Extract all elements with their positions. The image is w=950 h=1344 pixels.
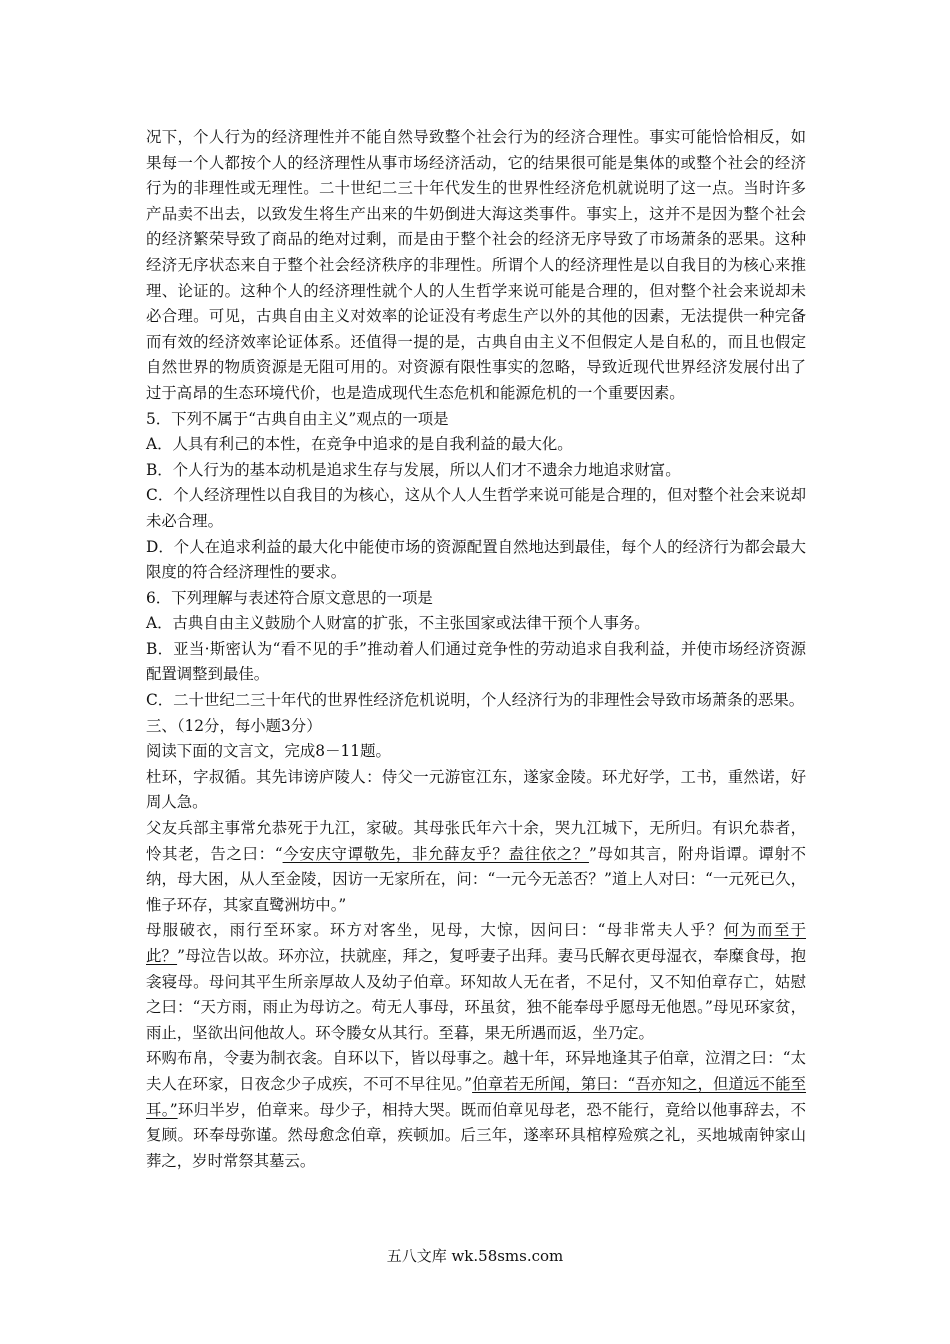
footer-watermark: 五八文库 wk.58sms.com: [386, 1247, 564, 1265]
argument-paragraph: 况下，个人行为的经济理性并不能自然导致整个社会行为的经济合理性。事实可能恰恰相反，如果每一个人都按个人的经济理性从事市场经济活动，它的结果很可能是集体的或整个社会的经济行为的非理性或无理性。二十世纪二三十年代发生的世界性经济危机就说明了这一点。当时许多产品卖不出去，以致发生将生产出来的牛奶倒进大海这类事件。事实上，这并不是因为整个社会的经济繁荣导致了商品的绝对过剩，而是由于整个社会的经济无序导致了市场萧条的恶果。这种经济无序状态来自于整个社会经济秩序的非理性。所谓个人的经济理性是以自我目的为核心来推理、论证的。这种个人的经济理性就个人的人生哲学来说可能是合理的，但对整个社会来说却未必合理。可见，古典自由主义对效率的论证没有考虑生产以外的其他的因素，无法提供一种完备而有效的经济效率论证体系。还值得一提的是，古典自由主义不但假定人是自私的，而且也假定自然世界的物质资源是无阻可用的。对资源有限性事实的忽略，导致近现代世界经济发展付出了过于高昂的生态环境代价，也是造成现代生态危机和能源危机的一个重要因素。: [146, 128, 806, 402]
underlined-sentence-1: 今安庆守谭敬先，非允薛友乎？盍往依之？: [282, 844, 589, 863]
document-body: [146, 125, 806, 1174]
classical-paragraph-1: 杜环，字叔循。其先讳谤庐陵人：侍父一元游宦江东，遂家金陵。环尤好学，工书，重然诺，好周人急。: [146, 767, 806, 812]
classical-p4-text-b: 环归半岁，伯章来。母少子，相持大哭。既而伯章见母老，恐不能行，竟给以他事辞去，不复顾。环奉母弥谨。然母愈念伯章，疾顿加。后三年，遂率环具棺椁殓殡之礼，买地城南钟家山葬之，岁时常祭其墓云。: [146, 1100, 806, 1170]
question-5-option-a: A．人具有利己的本性，在竞争中追求的是自我利益的最大化。: [146, 435, 573, 454]
underlined-sentence-3: 伯章若无所闻，第曰：“吾亦知之，但道远不能至耳。”: [146, 1074, 807, 1119]
section-3-instructions: 阅读下面的文言文，完成8－11题。: [146, 742, 391, 761]
question-6-option-a: A．古典自由主义鼓励个人财富的扩张，不主张国家或法律干预个人事务。: [146, 614, 650, 633]
classical-p2-text-a: 父友兵部主事常允恭死于九江，家破。其母张氏年六十余，哭九江城下，无所归。有识允恭者，怜其老，告之曰：“: [146, 819, 806, 863]
classical-paragraph-4: [146, 1046, 806, 1174]
classical-p2-text-b: ”母如其言，附舟诣谭。谭射不纳，母大困，从人至金陵，因访一无家所在，问：“一元今无恙否？”道上人对曰：“一元死已久，惟子环存，其家直鹭洲坊中。”: [146, 844, 806, 914]
question-5-option-d: D．个人在追求利益的最大化中能使市场的资源配置自然地达到最佳，每个人的经济行为都会最大限度的符合经济理性的要求。: [146, 537, 806, 582]
question-5-stem: 5．下列不属于“古典自由主义”观点的一项是: [146, 409, 449, 428]
question-6-stem: 6．下列理解与表述符合原文意思的一项是: [146, 588, 433, 607]
question-6-option-c: C．二十世纪二三十年代的世界性经济危机说明，个人经济行为的非理性会导致市场萧条的恶果。: [146, 691, 805, 710]
classical-p3-text-a: 母服破衣，雨行至环家。环方对客坐，见母，大惊，因问曰：“母非常夫人乎？: [146, 921, 724, 940]
question-5-option-c: C．个人经济理性以自我目的为核心，这从个人人生哲学来说可能是合理的，但对整个社会来说却未必合理。: [146, 486, 806, 530]
classical-p3-text-b: ”母泣告以故。环亦泣，扶就座，拜之，复呼妻子出拜。妻马氏解衣更母湿衣，奉糜食母，抱衾寝母。母问其平生所亲厚故人及幼子伯章。环知故人无在者，不足付，又不知伯章存亡，姑慰之曰：“天方雨，雨止为母访之。苟无人事母，环虽贫，独不能奉母乎愿母无他恩。”母见环家贫，雨止，坚欲出问他故人。环令媵女从其行。至暮，果无所遇而返，坐乃定。: [146, 947, 806, 1042]
underlined-sentence-2: 何为而至于此？: [146, 921, 806, 965]
classical-p4-text-a: 环购布帛，令妻为制衣衾。自环以下，皆以母事之。越十年，环异地逢其子伯章，泣渭之曰：“太夫人在环家，日夜念少子成疾，不可不早往见。”: [146, 1049, 806, 1093]
classical-paragraph-2: [146, 816, 806, 918]
question-5-option-b: B．个人行为的基本动机是追求生存与发展，所以人们才不遗余力地追求财富。: [146, 460, 681, 479]
section-3-heading: 三、（12分，每小题3分）: [146, 716, 322, 735]
question-6-option-b: B．亚当·斯密认为“看不见的手”推动着人们通过竞争性的劳动追求自我利益，并使市场经济资源配置调整到最佳。: [146, 639, 806, 684]
classical-paragraph-3: [146, 918, 806, 1046]
